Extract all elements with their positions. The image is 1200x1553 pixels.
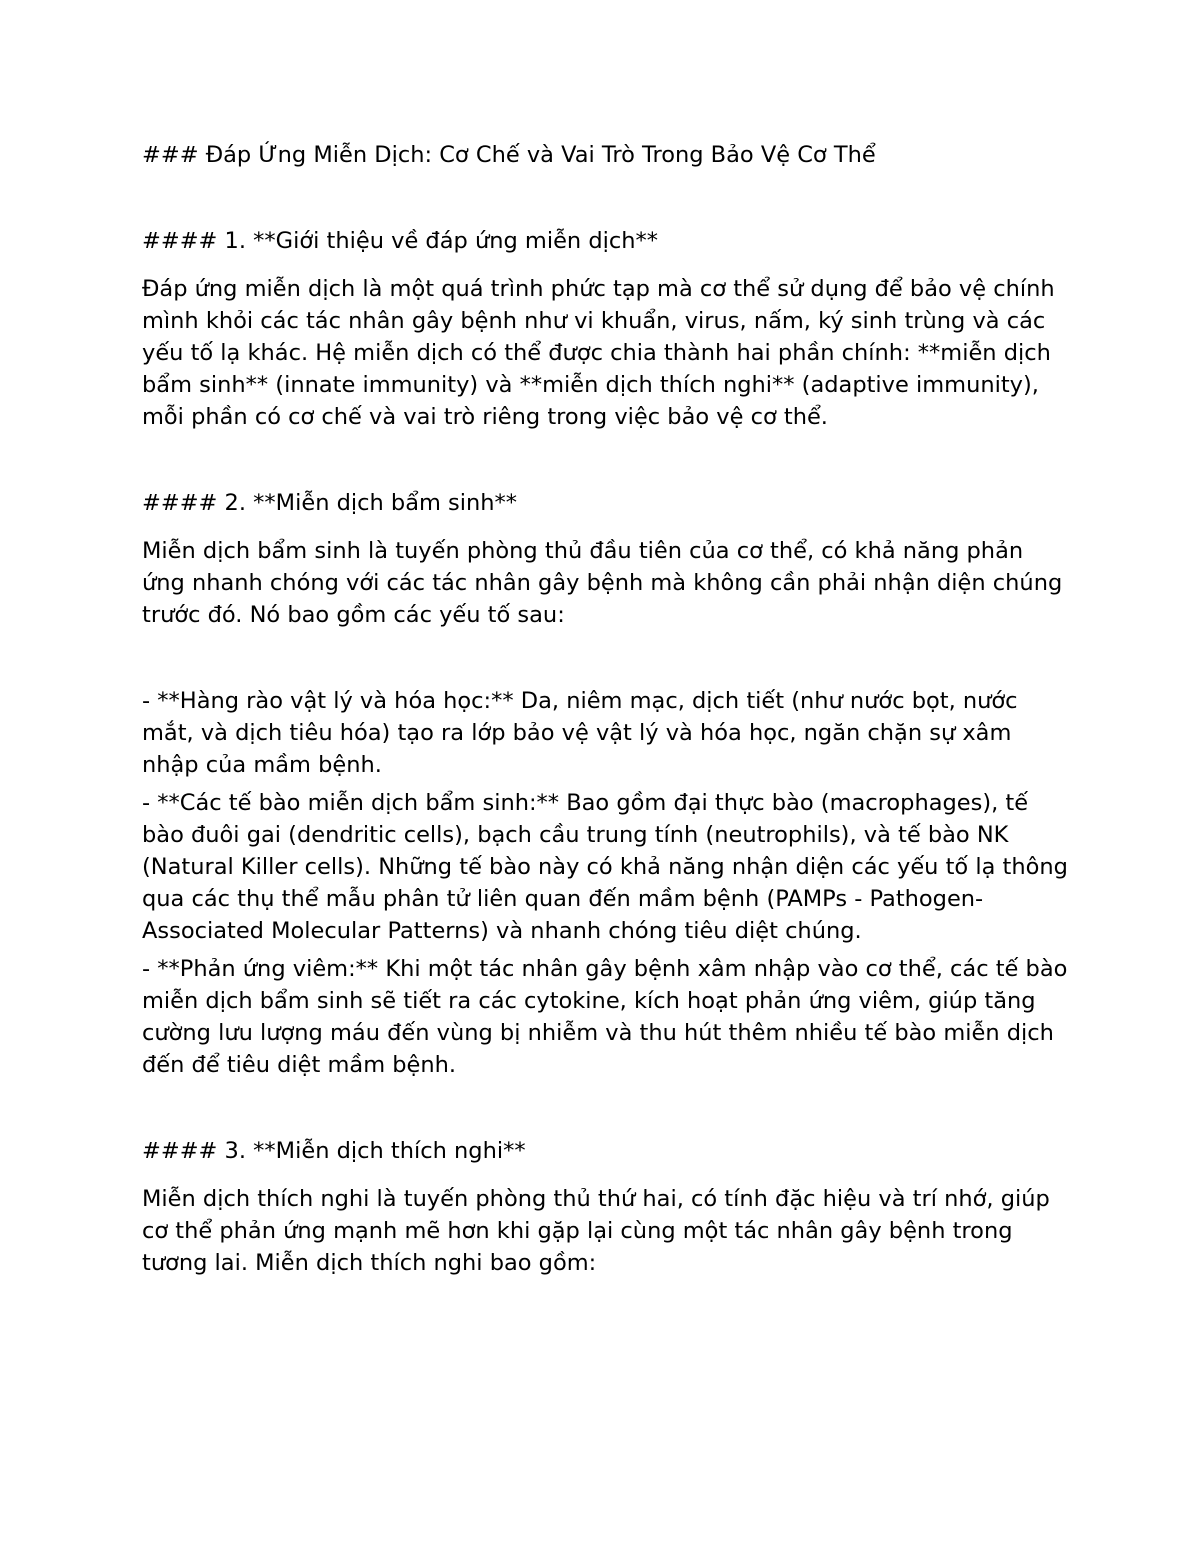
section-2-bullet-innate-cells: - **Các tế bào miễn dịch bẩm sinh:** Bao gồm đại thực bào (macrophages), tế bào đuôi gai (dendritic cells), bạch cầu trung tính (neutrophils), và tế bào NK (Natural Killer cells). Những tế bào này có khả năng nhận diện các yếu tố lạ thông qua các thụ thể mẫu phân tử liên quan đến mầm bệnh (PAMPs - Pathogen-Associated Molecular Patterns) và nhanh chóng tiêu diệt chúng. [142,790,1068,944]
section-1-heading: #### 1. **Giới thiệu về đáp ứng miễn dịch** [142,228,658,254]
section-2-bullet-inflammation: - **Phản ứng viêm:** Khi một tác nhân gây bệnh xâm nhập vào cơ thể, các tế bào miễn dịch bẩm sinh sẽ tiết ra các cytokine, kích hoạt phản ứng viêm, giúp tăng cường lưu lượng máu đến vùng bị nhiễm và thu hút thêm nhiều tế bào miễn dịch đến để tiêu diệt mầm bệnh. [142,956,1068,1078]
section-2-bullet-barriers: - **Hàng rào vật lý và hóa học:** Da, niêm mạc, dịch tiết (như nước bọt, nước mắt, và dịch tiêu hóa) tạo ra lớp bảo vệ vật lý và hóa học, ngăn chặn sự xâm nhập của mầm bệnh. [142,688,1018,778]
section-3-paragraph: Miễn dịch thích nghi là tuyến phòng thủ thứ hai, có tính đặc hiệu và trí nhớ, giúp cơ thể phản ứng mạnh mẽ hơn khi gặp lại cùng một tác nhân gây bệnh trong tương lai. Miễn dịch thích nghi bao gồm: [142,1186,1050,1276]
section-3-heading: #### 3. **Miễn dịch thích nghi** [142,1138,526,1164]
document-page [142,139,1072,1333]
section-1-paragraph: Đáp ứng miễn dịch là một quá trình phức tạp mà cơ thể sử dụng để bảo vệ chính mình khỏi các tác nhân gây bệnh như vi khuẩn, virus, nấm, ký sinh trùng và các yếu tố lạ khác. Hệ miễn dịch có thể được chia thành hai phần chính: **miễn dịch bẩm sinh** (innate immunity) và **miễn dịch thích nghi** (adaptive immunity), mỗi phần có cơ chế và vai trò riêng trong việc bảo vệ cơ thể. [142,276,1055,430]
section-2-heading: #### 2. **Miễn dịch bẩm sinh** [142,490,518,516]
section-2-paragraph: Miễn dịch bẩm sinh là tuyến phòng thủ đầu tiên của cơ thể, có khả năng phản ứng nhanh chóng với các tác nhân gây bệnh mà không cần phải nhận diện chúng trước đó. Nó bao gồm các yếu tố sau: [142,538,1063,628]
document-title: ### Đáp Ứng Miễn Dịch: Cơ Chế và Vai Trò Trong Bảo Vệ Cơ Thể [142,142,876,168]
